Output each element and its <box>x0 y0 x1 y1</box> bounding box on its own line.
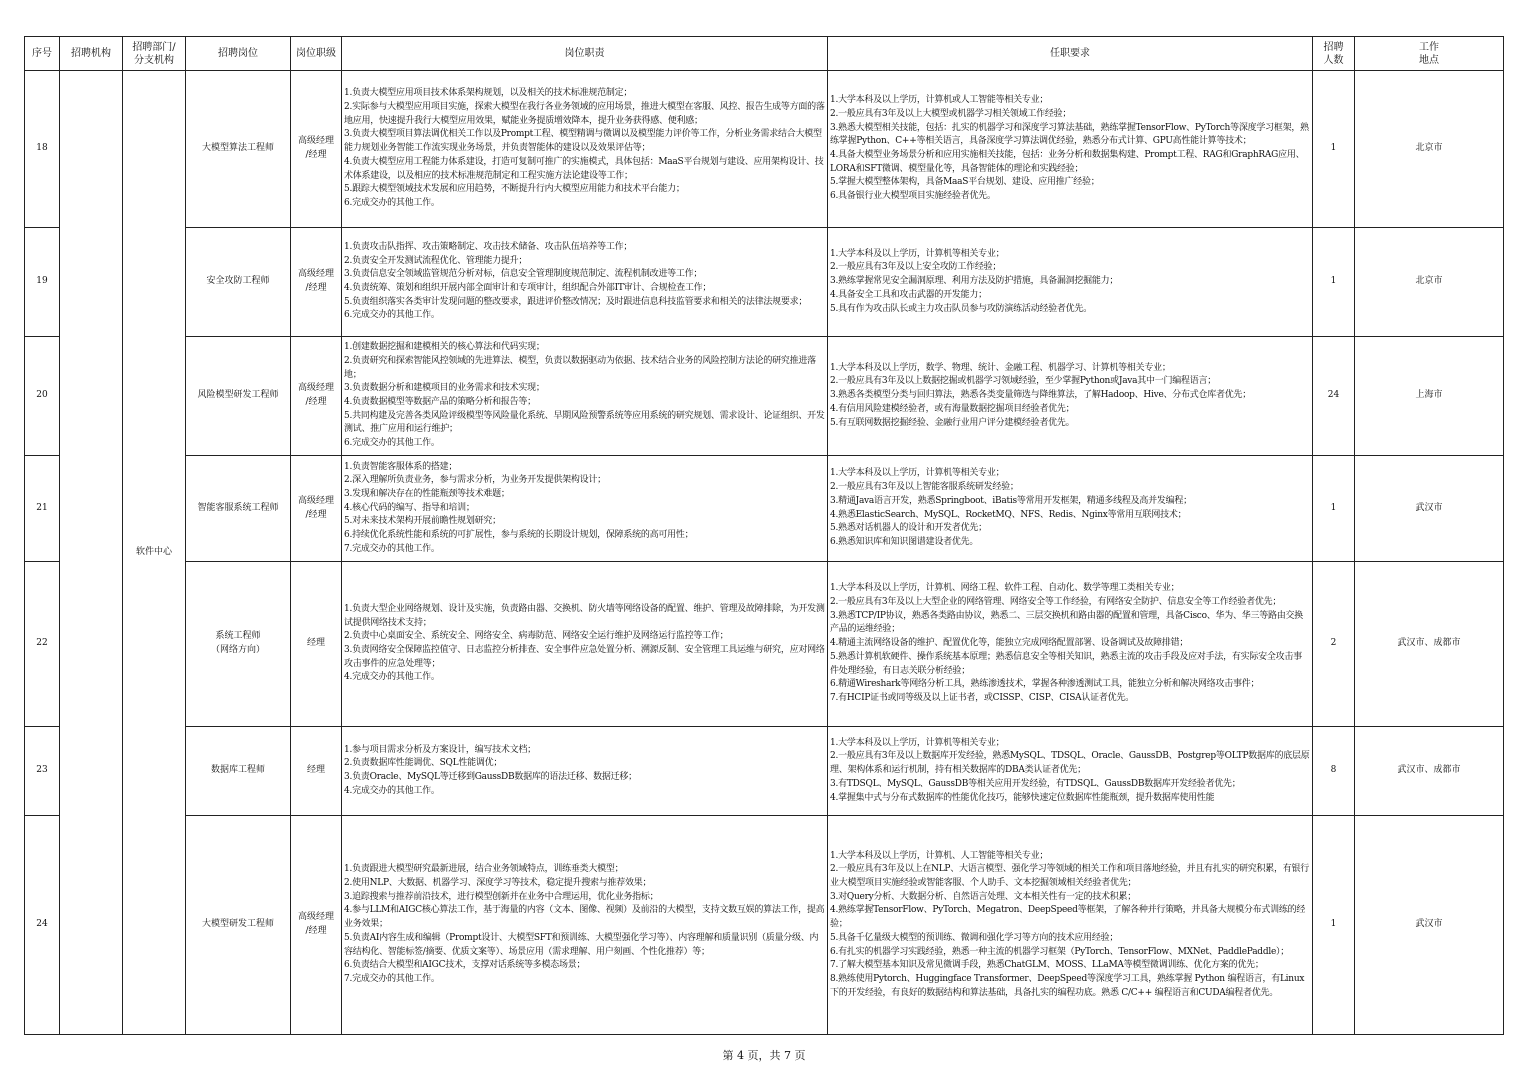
header-dept: 招聘部门/ 分支机构 <box>123 37 186 71</box>
row-seq: 22 <box>25 562 60 727</box>
table-row <box>25 816 1504 1035</box>
row-level: 高级经理 /经理 <box>291 337 342 456</box>
row-loc: 武汉市、成都市 <box>1355 727 1504 816</box>
org-cell <box>60 71 123 1035</box>
header-post: 招聘岗位 <box>186 37 291 71</box>
row-count: 1 <box>1313 228 1355 337</box>
row-post: 系统工程师 （网络方向） <box>186 562 291 727</box>
row-level: 高级经理 /经理 <box>291 228 342 337</box>
row-seq: 20 <box>25 337 60 456</box>
row-seq: 23 <box>25 727 60 816</box>
row-count: 24 <box>1313 337 1355 456</box>
row-req: 1.大学本科及以上学历，计算机等相关专业； 2.一般应具有3年及以上安全攻防工作经验； 3.熟练掌握常见安全漏洞原理、利用方法及防护措施，具备漏洞挖掘能力； 4.具备安全工具和攻击武器的开发能力； 5.具有作为攻击队长或主力攻击队员参与攻防演练活动经验者优先。 <box>828 228 1313 337</box>
table-row <box>25 71 1504 228</box>
row-req: 1.大学本科及以上学历，数学、物理、统计、金融工程、机器学习、计算机等相关专业； 2.一般应具有3年及以上数据挖掘或机器学习领域经验，至少掌握Python或Java其中一门编程语言； 3.熟悉各类模型分类与回归算法，熟悉各类变量筛选与降维算法，了解Hadoop、Hive、分布式仓库者优先； 4.有信用风险建模经验者，或有海量数据挖掘项目经验者优先； 5.有互联网数据挖掘经验、金融行业用户评分建模经验者优先。 <box>828 337 1313 456</box>
row-req: 1.大学本科及以上学历，计算机、网络工程、软件工程、自动化、数学等理工类相关专业； 2.一般应具有3年及以上大型企业的网络管理、网络安全等工作经验，有网络安全防护、信息安全等工作经验者优先； 3.熟悉TCP/IP协议，熟悉各类路由协议，熟悉二、三层交换机和路由器的配置和管理，具备Cisco、华为、华三等路由交换产品的运维经验； 4.精通主流网络设备的维护、配置优化等，能独立完成网络配置部署、设备调试及故障排错； 5.熟悉计算机软硬件、操作系统基本原理；熟悉信息安全等相关知识，熟悉主流的攻击手段及应对手法，有实际安全攻击事件处理经验，有日志关联分析经验； 6.精通Wireshark等网络分析工具，熟练渗透技术，掌握各种渗透测试工具，能独立分析和解决网络攻击事件； 7.有HCIP证书或同等级及以上证书者，或CISSP、CISP、CISA认证者优先。 <box>828 562 1313 727</box>
row-loc: 北京市 <box>1355 228 1504 337</box>
row-seq: 24 <box>25 816 60 1035</box>
row-req: 1.大学本科及以上学历，计算机或人工智能等相关专业； 2.一般应具有3年及以上大模型或机器学习相关领域工作经验； 3.熟悉大模型相关技能，包括：扎实的机器学习和深度学习算法基础，熟练掌握TensorFlow、PyTorch等深度学习框架，熟练掌握Python、C++等相关语言，具备深度学习算法调优经验，熟悉分布式计算、GPU高性能计算等技术； 4.具备大模型业务场景分析和应用实施相关技能，包括：业务分析和数据集构建、Prompt工程、RAG和GraphRAG应用、LORA和SFT微调、模型量化等，具备智能体的理论和实践经验； 5.掌握大模型整体架构，具备MaaS平台规划、建设、应用推广经验； 6.具备银行业大模型项目实施经验者优先。 <box>828 71 1313 228</box>
row-count: 8 <box>1313 727 1355 816</box>
row-count: 1 <box>1313 71 1355 228</box>
row-duty: 1.负责大模型应用项目技术体系架构规划，以及相关的技术标准规范制定； 2.实际参与大模型应用项目实施，探索大模型在我行各业务领域的应用场景，推进大模型在客服、风控、报告生成等方面的落地应用，快速提升我行大模型应用效果，赋能业务提质增效降本，提升业务获得感、便利感； 3.负责大模型项目算法调优相关工作以及Prompt工程、模型精调与微调以及模型能力评价等工作，分析业务需求结合大模型能力规划业务智能工作流实现业务场景，并负责智能体的建设以及效果评估等； 4.负责大模型应用工程能力体系建设，打造可复制可推广的实施模式，具体包括：MaaS平台规划与建设、应用架构设计、技术体系建设，以及相应的技术标准规范制定和工程实施方法论建设等工作； 5.跟踪大模型领域技术发展和应用趋势，不断提升行内大模型应用能力和技术平台能力； 6.完成交办的其他工作。 <box>342 71 828 228</box>
table-row <box>25 456 1504 562</box>
header-row <box>25 37 1504 71</box>
row-req: 1.大学本科及以上学历，计算机等相关专业； 2.一般应具有3年及以上智能客服系统研发经验； 3.精通Java语言开发，熟悉Springboot、iBatis等常用开发框架，精通多线程及高并发编程； 4.熟悉ElasticSearch、MySQL、RocketMQ、NFS、Redis、Nginx等常用互联网技术； 5.熟悉对话机器人的设计和开发者优先； 6.熟悉知识库和知识图谱建设者优先。 <box>828 456 1313 562</box>
row-count: 1 <box>1313 456 1355 562</box>
header-seq: 序号 <box>25 37 60 71</box>
row-loc: 武汉市、成都市 <box>1355 562 1504 727</box>
row-loc: 武汉市 <box>1355 456 1504 562</box>
row-seq: 21 <box>25 456 60 562</box>
row-post: 大模型研发工程师 <box>186 816 291 1035</box>
recruitment-table <box>24 36 1504 1035</box>
row-post: 大模型算法工程师 <box>186 71 291 228</box>
row-req: 1.大学本科及以上学历，计算机、人工智能等相关专业； 2.一般应具有3年及以上在NLP、大语言模型、强化学习等领域的相关工作和项目落地经验，并且有扎实的研究积累，有银行业大模型项目实施经验或智能客服、个人助手、文本挖掘领域相关经验者优先； 3.对Query分析、大数据分析、自然语言处理、文本相关性有一定的技术积累； 4.熟练掌握TensorFlow、PyTorch、Megatron、DeepSpeed等框架，了解各种并行策略，并具备大规模分布式训练的经验； 5.具备千亿量级大模型的预训练、微调和强化学习等方向的技术应用经验； 6.有扎实的机器学习实践经验，熟悉一种主流的机器学习框架（PyTorch、TensorFlow、MXNet、PaddlePaddle）； 7.了解大模型基本知识及常见微调手段，熟悉ChatGLM、MOSS、LLaMA等模型微调训练、优化方案的优先； 8.熟练使用Pytorch、Huggingface Transformer、DeepSpeed等深度学习工具，熟练掌握 Python 编程语言，有Linux下的开发经验，有良好的数据结构和算法基础，具备扎实的编程功底。熟悉 C/C++ 编程语言和CUDA编程者优先。 <box>828 816 1313 1035</box>
row-seq: 18 <box>25 71 60 228</box>
header-req: 任职要求 <box>828 37 1313 71</box>
row-post: 数据库工程师 <box>186 727 291 816</box>
row-level: 高级经理 /经理 <box>291 71 342 228</box>
row-post: 安全攻防工程师 <box>186 228 291 337</box>
page-footer: 第 4 页，共 7 页 <box>722 1049 806 1062</box>
row-level: 经理 <box>291 727 342 816</box>
row-duty: 1.负责智能客服体系的搭建； 2.深入理解所负责业务，参与需求分析，为业务开发提供架构设计； 3.发现和解决存在的性能瓶颈等技术难题； 4.核心代码的编写、指导和培训； 5.对未来技术架构开展前瞻性规划研究； 6.持续优化系统性能和系统的可扩展性，参与系统的长期设计规划，保障系统的高可用性； 7.完成交办的其他工作。 <box>342 456 828 562</box>
row-duty: 1.创建数据挖掘和建模相关的核心算法和代码实现； 2.负责研究和探索智能风控领域的先进算法、模型，负责以数据驱动为依据、技术结合业务的风险控制方法论的研究推进落地； 3.负责数据分析和建模项目的业务需求和技术实现； 4.负责数据模型等数据产品的策略分析和报告等； 5.共同构建及完善各类风险评级模型等风险量化系统、早期风险预警系统等应用系统的研究规划、需求设计、论证组织、开发测试、推广应用和运行维护； 6.完成交办的其他工作。 <box>342 337 828 456</box>
row-loc: 北京市 <box>1355 71 1504 228</box>
row-req: 1.大学本科及以上学历，计算机等相关专业； 2.一般应具有3年及以上数据库开发经验，熟悉MySQL、TDSQL、Oracle、GaussDB、Postgrep等OLTP数据库的底层原理、架构体系和运行机制，持有相关数据库的DBA类认证者优先； 3.有TDSQL、MySQL、GaussDB等相关应用开发经验，有TDSQL、GaussDB数据库开发经验者优先； 4.掌握集中式与分布式数据库的性能优化技巧，能够快速定位数据库性能瓶颈，提升数据库使用性能 <box>828 727 1313 816</box>
row-duty: 1.参与项目需求分析及方案设计，编写技术文档； 2.负责数据库性能调优、SQL性能调优； 3.负责Oracle、MySQL等迁移到GaussDB数据库的语法迁移、数据迁移； 4.完成交办的其他工作。 <box>342 727 828 816</box>
header-level: 岗位职级 <box>291 37 342 71</box>
row-post: 智能客服系统工程师 <box>186 456 291 562</box>
header-duty: 岗位职责 <box>342 37 828 71</box>
table-row <box>25 727 1504 816</box>
row-loc: 武汉市 <box>1355 816 1504 1035</box>
row-level: 经理 <box>291 562 342 727</box>
row-duty: 1.负责攻击队指挥、攻击策略制定、攻击技术储备、攻击队伍培养等工作； 2.负责安全开发测试流程优化、管理能力提升； 3.负责信息安全领域监管规范分析对标，信息安全管理制度规范制定、流程机制改进等工作； 4.负责统筹、策划和组织开展内部全面审计和专项审计，组织配合外部IT审计、合规检查工作； 5.负责组织落实各类审计发现问题的整改要求，跟进评价整改情况；及时跟进信息科技监管要求和相关的法律法规要求； 6.完成交办的其他工作。 <box>342 228 828 337</box>
row-count: 1 <box>1313 816 1355 1035</box>
row-duty: 1.负责大型企业网络规划、设计及实施，负责路由器、交换机、防火墙等网络设备的配置、维护、管理及故障排除，为开发测试提供网络技术支持； 2.负责中心桌面安全、系统安全、网络安全、病毒防范、网络安全运行维护及网络运行监控等工作； 3.负责网络安全保障监控值守、日志监控分析排查、安全事件应急处置分析、溯源反制、安全管理工具运维与研究，应对网络攻击事件的应急处理等； 4.完成交办的其他工作。 <box>342 562 828 727</box>
header-org: 招聘机构 <box>60 37 123 71</box>
table-row <box>25 337 1504 456</box>
table-row <box>25 228 1504 337</box>
row-level: 高级经理 /经理 <box>291 456 342 562</box>
row-level: 高级经理 /经理 <box>291 816 342 1035</box>
row-count: 2 <box>1313 562 1355 727</box>
header-loc: 工作 地点 <box>1355 37 1504 71</box>
row-seq: 19 <box>25 228 60 337</box>
row-duty: 1.负责跟进大模型研究最新进展，结合业务领域特点，训练垂类大模型； 2.使用NLP、大数据、机器学习、深度学习等技术，稳定提升搜索与推荐效果； 3.追踪搜索与推荐前沿技术，进行模型创新并在业务中合理运用，优化业务指标； 4.参与LLM和AIGC核心算法工作，基于海量的内容（文本、图像、视频）及前沿的大模型，支持文数互娱的算法工作，提高业务效果； 5.负责AI内容生成和编辑（Prompt设计、大模型SFT和预训练、大模型强化学习等）、内容理解和质量识别（质量分级、内容结构化、智能标签/摘要、优质文案等）、场景应用（需求理解、用户刻画、个性化推荐）等； 6.负责结合大模型和AIGC技术，支撑对话系统等多模态场景； 7.完成交办的其他工作。 <box>342 816 828 1035</box>
header-count: 招聘 人数 <box>1313 37 1355 71</box>
dept-cell: 软件中心 <box>123 71 186 1035</box>
table-row <box>25 562 1504 727</box>
row-post: 风险模型研发工程师 <box>186 337 291 456</box>
row-loc: 上海市 <box>1355 337 1504 456</box>
